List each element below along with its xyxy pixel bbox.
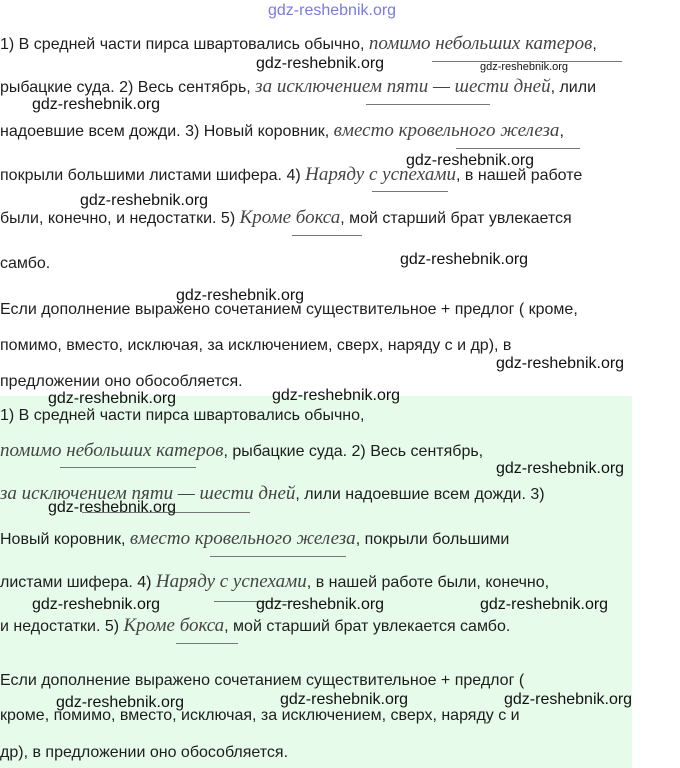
watermark: gdz-reshebnik.org — [256, 55, 385, 72]
s1-rule-line2: помимо, вместо, исключая, за исключением, сверх, наряду с и др), в — [0, 337, 512, 354]
s1-rule-line1: Если дополнение выражено сочетанием существительное + предлог ( кроме, — [0, 301, 578, 318]
s1-line4: покрыли большими листами шифера. 4) Наряду с успехами, в нашей работе — [0, 164, 583, 185]
handwritten-phrase: за исключением пяти — шести дней — [0, 483, 296, 504]
handwritten-phrase: Наряду с успехами — [155, 571, 307, 592]
watermark: gdz-reshebnik.org — [80, 192, 209, 209]
s2-rule-line2: кроме, помимо, вместо, исключая, за исключением, сверх, наряду с и — [0, 707, 520, 724]
s2-line6: и недостатки. 5) Кроме бокса, мой старший брат увлекается самбо. — [0, 615, 511, 636]
s1-line2: рыбацкие суда. 2) Весь сентябрь, за исключением пяти — шести дней, лили — [0, 76, 597, 97]
s2-line4: Новый коровник, вместо кровельного железа, покрыли большими — [0, 528, 510, 549]
watermark: gdz-reshebnik.org — [176, 287, 305, 304]
watermark-top: gdz-reshebnik.org — [268, 2, 397, 19]
watermark: gdz-reshebnik.org — [480, 596, 609, 613]
handwritten-phrase: вместо кровельного железа — [333, 120, 560, 141]
s1-line1: 1) В средней части пирса швартовались обычно, помимо небольших катеров, — [0, 33, 597, 54]
watermark: gdz-reshebnik.org — [56, 694, 185, 711]
s2-rule-line3: др), в предложении оно обособляется. — [0, 744, 289, 761]
watermark: gdz-reshebnik.org — [496, 460, 625, 477]
handwritten-phrase: помимо небольших катеров — [368, 33, 593, 54]
handwritten-phrase: помимо небольших катеров — [0, 440, 224, 461]
handwritten-phrase: Кроме бокса — [123, 615, 225, 636]
handwritten-phrase: Наряду с успехами — [305, 164, 457, 185]
watermark: gdz-reshebnik.org — [48, 390, 177, 407]
s1-line6: самбо. — [0, 255, 51, 272]
s1-line3: надоевшие всем дожди. 3) Новый коровник, вместо кровельного железа, — [0, 120, 564, 141]
watermark: gdz-reshebnik.org — [32, 96, 161, 113]
underline — [292, 235, 362, 236]
s2-line5: листами шифера. 4) Наряду с успехами, в нашей работе были, конечно, — [0, 571, 550, 592]
watermark: gdz-reshebnik.org — [32, 596, 161, 613]
s1-rule-line3: предложении оно обособляется. — [0, 373, 243, 390]
s2-line2: помимо небольших катеров, рыбацкие суда. 2) Весь сентябрь, — [0, 440, 484, 461]
watermark: gdz-reshebnik.org — [256, 596, 385, 613]
handwritten-phrase: за исключением пяти — шести дней — [255, 76, 551, 97]
s1-line5: были, конечно, и недостатки. 5) Кроме бокса, мой старший брат увлекается — [0, 207, 572, 228]
underline — [366, 104, 490, 105]
watermark: gdz-reshebnik.org — [272, 387, 401, 404]
underline — [372, 191, 448, 192]
underline — [176, 643, 238, 644]
underline — [60, 467, 196, 468]
watermark: gdz-reshebnik.org — [406, 152, 535, 169]
handwritten-phrase: вместо кровельного железа — [129, 528, 356, 549]
underline — [210, 556, 346, 557]
handwritten-phrase: Кроме бокса — [239, 207, 341, 228]
watermark: gdz-reshebnik.org — [280, 691, 409, 708]
watermark: gdz-reshebnik.org — [48, 499, 177, 516]
s2-rule-line1: Если дополнение выражено сочетанием существительное + предлог ( — [0, 672, 525, 689]
watermark: gdz-reshebnik.org — [496, 355, 625, 372]
watermark: gdz-reshebnik.org — [480, 61, 569, 73]
s2-line3: за исключением пяти — шести дней, лили надоевшие всем дожди. 3) — [0, 483, 545, 504]
s2-line1: 1) В средней части пирса швартовались обычно, — [0, 407, 365, 424]
watermark: gdz-reshebnik.org — [504, 691, 633, 708]
watermark: gdz-reshebnik.org — [400, 251, 529, 268]
underline — [456, 148, 580, 149]
